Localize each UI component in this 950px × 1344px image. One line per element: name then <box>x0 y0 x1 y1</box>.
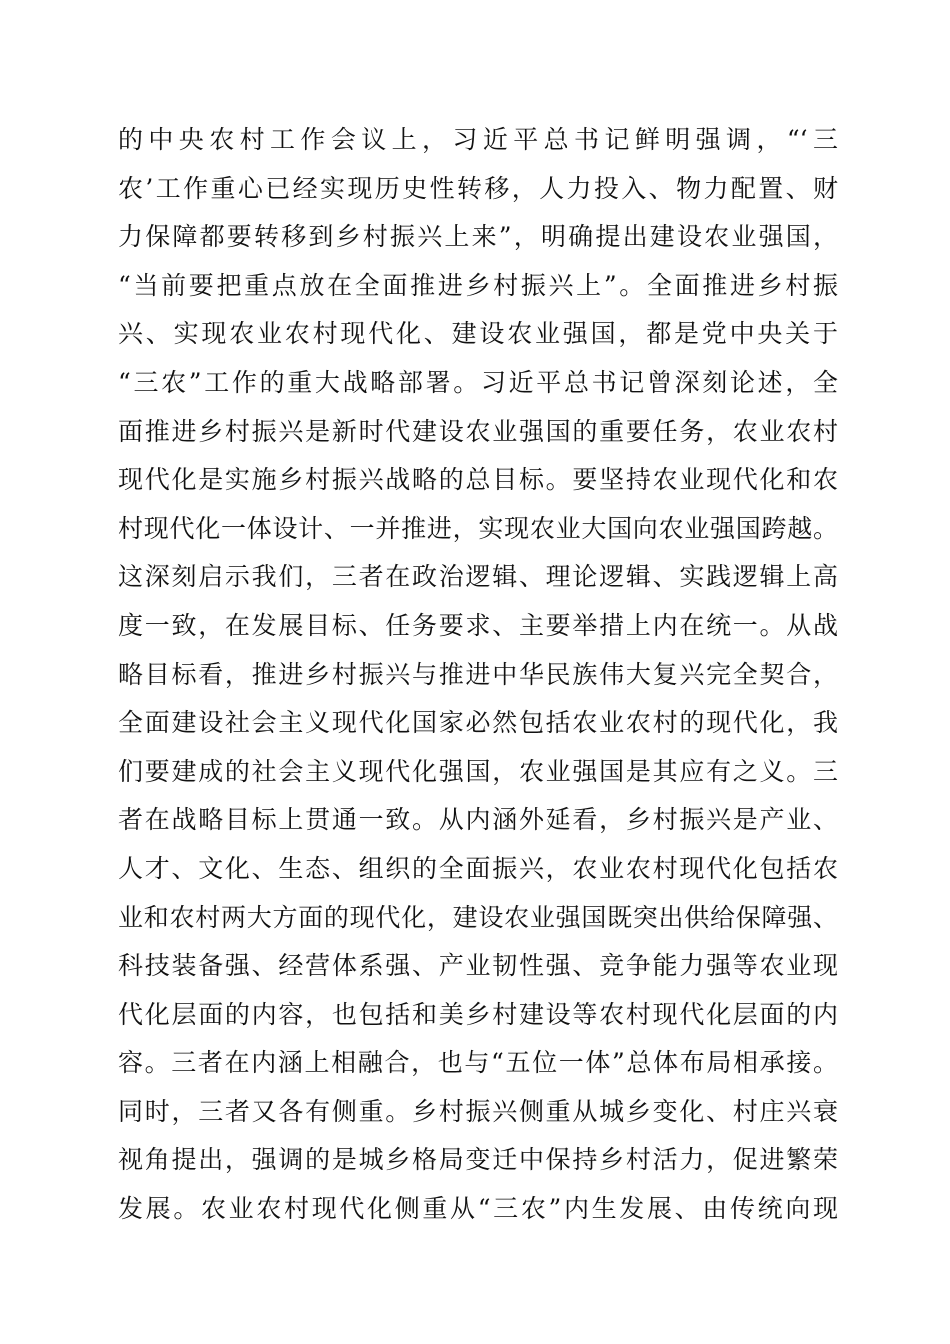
text-line: 视角提出，强调的是城乡格局变迁中保持乡村活力，促进繁荣 <box>118 1145 838 1175</box>
text-line: 略目标看，推进乡村振兴与推进中华民族伟大复兴完全契合， <box>118 659 838 689</box>
body-text <box>118 116 838 1234</box>
text-line: 者在战略目标上贯通一致。从内涵外延看，乡村振兴是产业、 <box>118 805 838 835</box>
text-line: 村现代化一体设计、一并推进，实现农业大国向农业强国跨越。 <box>118 513 838 543</box>
text-line: 全面建设社会主义现代化国家必然包括农业农村的现代化，我 <box>118 708 838 738</box>
text-line: 发展。农业农村现代化侧重从“三农”内生发展、由传统向现 <box>118 1194 838 1224</box>
text-line: 科技装备强、经营体系强、产业韧性强、竞争能力强等农业现 <box>118 951 838 981</box>
text-line: 这深刻启示我们，三者在政治逻辑、理论逻辑、实践逻辑上高 <box>118 562 838 592</box>
text-line: 面推进乡村振兴是新时代建设农业强国的重要任务，农业农村 <box>118 416 838 446</box>
text-line: 兴、实现农业农村现代化、建设农业强国，都是党中央关于 <box>118 319 838 349</box>
text-line: 现代化是实施乡村振兴战略的总目标。要坚持农业现代化和农 <box>118 465 838 495</box>
text-line: “当前要把重点放在全面推进乡村振兴上”。全面推进乡村振 <box>118 270 838 300</box>
text-line: 同时，三者又各有侧重。乡村振兴侧重从城乡变化、村庄兴衰 <box>118 1096 838 1126</box>
text-line: 人才、文化、生态、组织的全面振兴，农业农村现代化包括农 <box>118 853 838 883</box>
text-line: 农’工作重心已经实现历史性转移，人力投入、物力配置、财 <box>118 173 838 203</box>
text-line: 度一致，在发展目标、任务要求、主要举措上内在统一。从战 <box>118 610 838 640</box>
text-line: 的中央农村工作会议上，习近平总书记鲜明强调，“‘三 <box>118 125 838 154</box>
text-line: 容。三者在内涵上相融合，也与“五位一体”总体布局相承接。 <box>118 1048 838 1078</box>
text-line: 们要建成的社会主义现代化强国，农业强国是其应有之义。三 <box>118 756 838 786</box>
text-line: 代化层面的内容，也包括和美乡村建设等农村现代化层面的内 <box>118 999 838 1029</box>
text-line: 业和农村两大方面的现代化，建设农业强国既突出供给保障强、 <box>118 902 838 932</box>
text-line: “三农”工作的重大战略部署。习近平总书记曾深刻论述，全 <box>118 367 838 397</box>
text-line: 力保障都要转移到乡村振兴上来”，明确提出建设农业强国， <box>118 222 838 252</box>
